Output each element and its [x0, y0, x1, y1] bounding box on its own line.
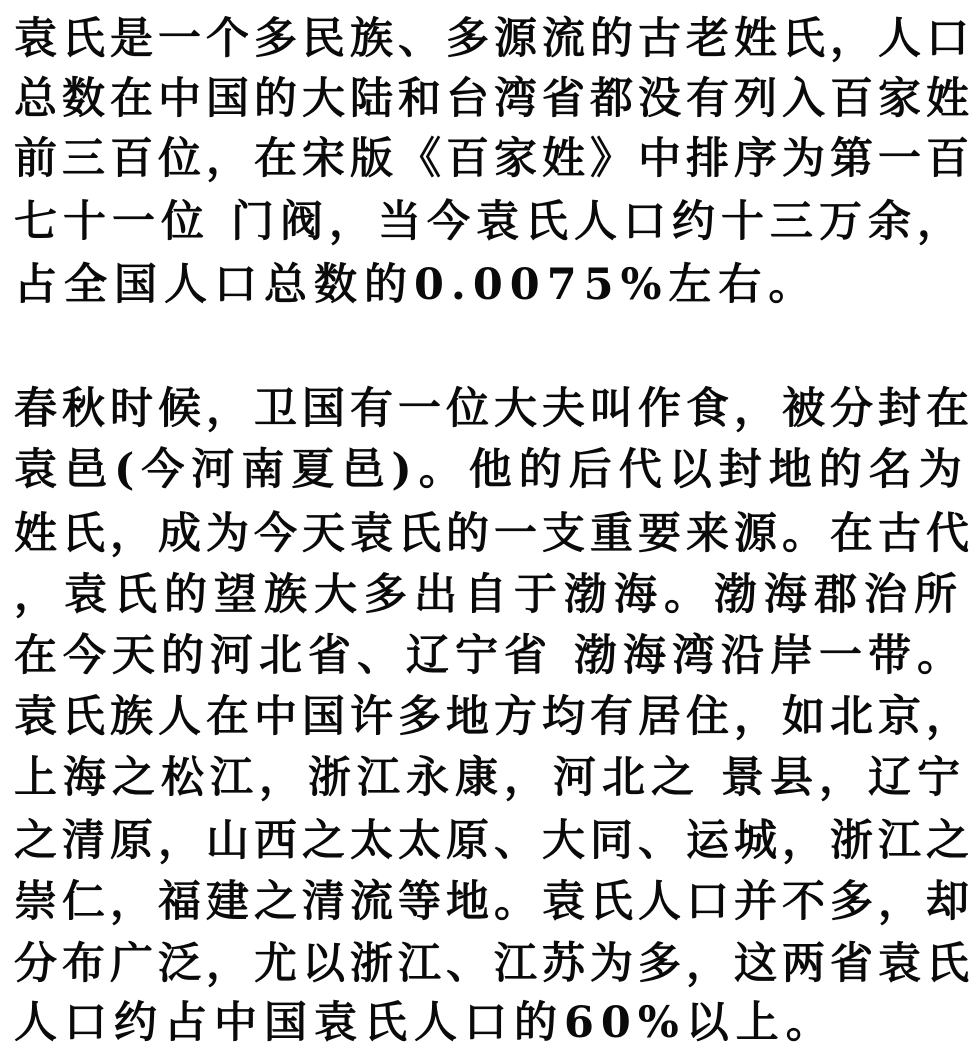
text-line: 上海之松江，浙江永康，河北之 景县，辽宁: [14, 753, 966, 803]
text-line: 之清原，山西之太太原、大同、运城，浙江之: [14, 816, 974, 866]
text-line: 袁邑(今河南夏邑)。他的后代以封地的名为: [14, 445, 969, 495]
text-line: 袁氏族人在中国许多地方均有居住，如北京，: [14, 692, 974, 742]
text-line: 人口约占中国袁氏人口的60%以上。: [14, 998, 836, 1048]
text-line: 崇仁，福建之清流等地。袁氏人口并不多，却: [14, 877, 974, 927]
text-line: 占全国人口总数的0.0075%左右。: [14, 260, 819, 310]
text-line: 春秋时候，卫国有一位大夫叫作食，被分封在: [14, 384, 974, 434]
text-line: 在今天的河北省、辽宁省 渤海湾沿岸一带。: [14, 631, 966, 681]
text-line: 前三百位，在宋版《百家姓》中排序为第一百: [14, 134, 974, 184]
text-line: 分布广泛，尤以浙江、江苏为多，这两省袁氏: [14, 939, 974, 989]
text-line: 七十一位 门阀，当今袁氏人口约十三万余，: [14, 197, 966, 247]
text-line: 姓氏，成为今天袁氏的一支重要来源。在古代: [14, 509, 974, 559]
text-line: 总数在中国的大陆和台湾省都没有列入百家姓: [14, 74, 974, 124]
text-line: 袁氏是一个多民族、多源流的古老姓氏，人口: [14, 14, 974, 64]
text-line: ，袁氏的望族大多出自于渤海。渤海郡治所: [14, 570, 964, 620]
